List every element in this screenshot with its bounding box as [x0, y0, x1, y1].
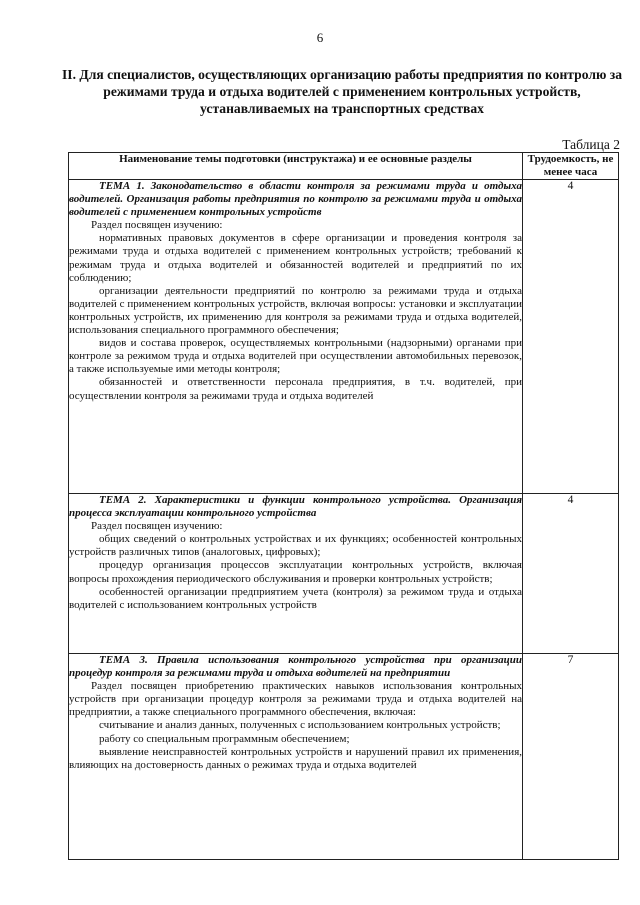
- topic-cell: [69, 654, 523, 860]
- page-number: 6: [316, 30, 324, 45]
- theme-title: ТЕМА 3. Правила использования контрольного устройства при организации процедур контроля за режимами труда и отдыха водителей на предприятии: [69, 654, 522, 680]
- paragraph: Раздел посвящен приобретению практических навыков использования контрольных устройств при организации процедур контроля за режимами труда и отдыха водителей на предприятии, а также специального программного обеспечения, включая:: [69, 680, 522, 719]
- paragraph: обязанностей и ответственности персонала предприятия, в т.ч. водителей, при осуществлении контроля за режимами труда и отдыха водителей: [69, 376, 522, 402]
- paragraph: работу со специальным программным обеспечением;: [99, 732, 350, 745]
- header-topic: Наименование темы подготовки (инструктажа) и ее основные разделы: [69, 153, 523, 180]
- table-row: [69, 654, 619, 860]
- paragraph: считывание и анализ данных, полученных с использованием контрольных устройств;: [99, 719, 501, 732]
- paragraph: общих сведений о контрольных устройствах и их функциях; особенностей контрольных устройств различных типов (аналоговых, цифровых);: [69, 533, 522, 559]
- header-hours: Трудоемкость, не менее часа: [523, 153, 619, 180]
- paragraph: видов и состава проверок, осуществляемых контрольными (надзорными) органами при контроле за режимом труда и отдыха водителей при осуществлении автомобильных перевозок, а также используемые ими методы контроля;: [69, 337, 522, 376]
- paragraph: нормативных правовых документов в сфере организации и проведения контроля за режимами труда и отдыха водителей с применением контрольных устройств; требований к режимам труда и отдыха водителей и обязанностей водителей и предприятий по их соблюдению;: [69, 232, 522, 284]
- theme-title: ТЕМА 1. Законодательство в области контроля за режимами труда и отдыха водителей. Организация работы предприятия по контролю за режимами труда и отдыха водителей с применением контрольных устройств: [69, 180, 522, 219]
- paragraph: выявление неисправностей контрольных устройств и нарушений правил их применения, влияющих на достоверность данных о режимах труда и отдыха водителей: [69, 745, 522, 771]
- topic-cell: [69, 180, 523, 494]
- paragraph: процедур организация процессов эксплуатации контрольных устройств, включая вопросы прохождения периодического обслуживания и проверки контрольных устройств;: [69, 559, 522, 585]
- paragraph: Раздел посвящен изучению:: [91, 520, 223, 533]
- table-header-row: [69, 153, 619, 180]
- hours-cell: 4: [523, 494, 619, 654]
- paragraph: особенностей организации предприятием учета (контроля) за режимом труда и отдыха водителей с использованием контрольных устройств: [69, 585, 522, 611]
- table-row: [69, 494, 619, 654]
- paragraph: организации деятельности предприятий по контролю за режимами труда и отдыха водителей с применением контрольных устройств, включая вопросы: установки и эксплуатации контрольных устройств, их применению для контроля за режимами труда и отдыха водителей, использования специального программного обеспечения;: [69, 284, 522, 337]
- table-row: [69, 180, 619, 494]
- table-caption: Таблица 2: [562, 137, 620, 152]
- hours-cell: 7: [523, 654, 619, 860]
- section-heading: II. Для специалистов, осуществляющих организацию работы предприятия по контролю за режимами труда и отдыха водителей с применением контрольных устройств, устанавливаемых на транспортных средствах: [62, 67, 622, 116]
- hours-cell: 4: [523, 180, 619, 494]
- topic-cell: [69, 494, 523, 654]
- training-topics-table: [68, 152, 619, 860]
- theme-title: ТЕМА 2. Характеристики и функции контрольного устройства. Организация процесса эксплуатации контрольного устройства: [69, 494, 522, 520]
- paragraph: Раздел посвящен изучению:: [91, 219, 223, 232]
